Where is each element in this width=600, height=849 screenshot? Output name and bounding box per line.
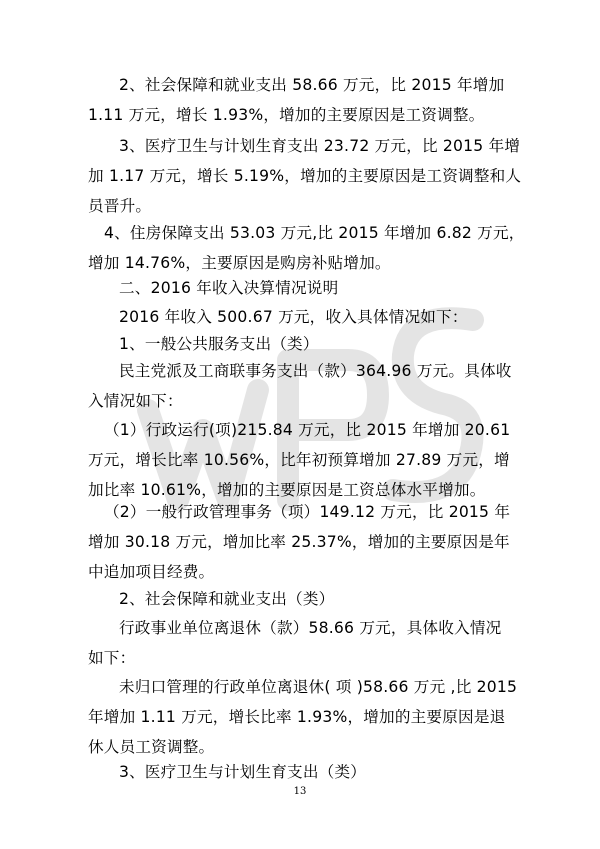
paragraph bbox=[88, 302, 524, 332]
paragraph bbox=[88, 218, 524, 278]
text-line: 加 1.17 万元，增长 5.19%，增加的主要原因是工资调整和人 bbox=[88, 167, 522, 185]
paragraph bbox=[88, 497, 524, 587]
text-line: 未归口管理的行政单位离退休( 项 )58.66 万元 ,比 2015 bbox=[119, 678, 518, 696]
page-number: 13 bbox=[293, 786, 307, 797]
paragraph bbox=[88, 70, 524, 130]
subsection-heading bbox=[88, 329, 524, 359]
text-line: 年增加 1.11 万元，增长比率 1.93%，增加的主要原因是退 bbox=[88, 708, 506, 726]
text-line: 二、2016 年收入决算情况说明 bbox=[119, 279, 339, 297]
paragraph bbox=[88, 131, 524, 221]
text-line: 民主党派及工商联事务支出（款）364.96 万元。具体收 bbox=[119, 362, 512, 380]
text-line: 加比率 10.61%，增加的主要原因是工资总体水平增加。 bbox=[88, 481, 486, 499]
paragraph bbox=[88, 672, 524, 762]
section-heading bbox=[88, 273, 524, 303]
text-line: 4、住房保障支出 53.03 万元,比 2015 年增加 6.82 万元， bbox=[104, 224, 525, 242]
text-line: 增加 14.76%，主要原因是购房补贴增加。 bbox=[88, 254, 391, 272]
text-line: （2）一般行政管理事务（项）149.12 万元，比 2015 年 bbox=[104, 503, 511, 521]
text-line: 万元，增长比率 10.56%，比年初预算增加 27.89 万元，增 bbox=[88, 451, 510, 469]
text-line: 2、社会保障和就业支出（类） bbox=[119, 590, 335, 608]
text-line: 2、社会保障和就业支出 58.66 万元，比 2015 年增加 bbox=[119, 76, 505, 94]
text-line: 1、一般公共服务支出（类） bbox=[119, 335, 319, 353]
paragraph bbox=[88, 613, 524, 673]
paragraph bbox=[88, 356, 524, 416]
text-line: 中追加项目经费。 bbox=[88, 563, 215, 581]
text-line: （1）行政运行(项)215.84 万元，比 2015 年增加 20.61 bbox=[104, 421, 511, 439]
text-line: 如下： bbox=[88, 649, 136, 667]
paragraph bbox=[88, 415, 524, 505]
text-line: 3、医疗卫生与计划生育支出（类） bbox=[119, 763, 367, 781]
subsection-heading bbox=[88, 757, 524, 787]
text-line: 增加 30.18 万元，增加比率 25.37%，增加的主要原因是年 bbox=[88, 533, 510, 551]
text-line: 行政事业单位离退休（款）58.66 万元，具体收入情况 bbox=[119, 619, 502, 637]
text-line: 2016 年收入 500.67 万元，收入具体情况如下： bbox=[119, 308, 468, 326]
text-line: 入情况如下： bbox=[88, 392, 183, 410]
text-line: 员晋升。 bbox=[88, 197, 152, 215]
text-line: 3、医疗卫生与计划生育支出 23.72 万元，比 2015 年增 bbox=[119, 137, 521, 155]
text-line: 1.11 万元，增长 1.93%，增加的主要原因是工资调整。 bbox=[88, 106, 485, 124]
subsection-heading bbox=[88, 584, 524, 614]
text-line: 休人员工资调整。 bbox=[88, 738, 215, 756]
